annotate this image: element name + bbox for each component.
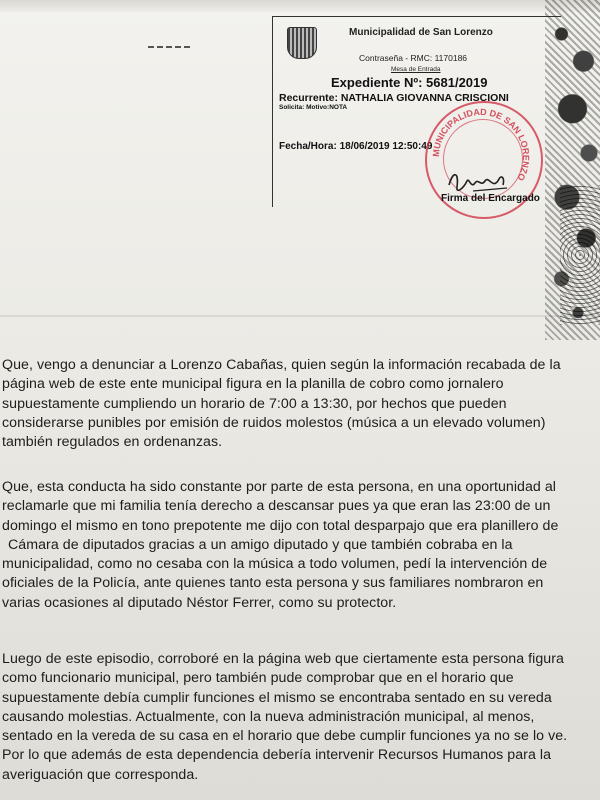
toner-smudge-lower [560,185,600,325]
paragraph-line: municipalidad, como no cesaba con la música a todo volumen, pedí la intervención de [2,556,548,573]
pen-mark [148,46,190,52]
paragraph-line: también regulados en ordenanzas. [2,434,223,451]
paragraph-line: Luego de este episodio, corroboré en la página web que ciertamente esta persona figura [2,651,564,667]
stamp-municipality: Municipalidad de San Lorenzo [349,27,493,38]
paragraph-line: averiguación que corresponda. [2,766,199,783]
stamp-password: Contraseña - RMC: 1170186 [359,53,468,63]
paragraph-line: como funcionario municipal, pero también pude comprobar que en el horario que [2,670,514,687]
paragraph-line: Cámara de diputados gracias a un amigo diputado y que también cobraba en la [8,536,513,553]
paragraph-line: Que, vengo a denunciar a Lorenzo Cabañas, quien según la información recabada de la [2,357,561,373]
page-top-edge [0,0,600,12]
paragraph-line: supuestamente debía cumplir funciones el mismo se encontraba sentado en su vereda [2,689,552,706]
paragraph-line: domingo el mismo en tono prepotente me dijo con total desparpajo que era planillero de [2,517,559,534]
reception-stamp [272,16,561,207]
paragraph-1 [0,356,580,452]
paper-fold [0,315,600,317]
paragraph-line: oficiales de la Policía, ante quienes tanto esta persona y sus familiares nombraron en [2,575,544,592]
stamp-signature-label: Firma del Encargado [441,193,540,204]
paragraph-line: reclamarle que mi familia tenía derecho a descansar pues ya que eran las 23:00 de un [2,498,551,515]
stamp-applicant: Recurrente: NATHALIA GIOVANNA CRISCIONI [279,92,509,104]
paragraph-line: considerarse punibles por emisión de ruidos molestos (música a un elevado volumen) [2,414,546,431]
paragraph-line: página web de este ente municipal figura en la planilla de cobro como jornalero [2,376,504,393]
stamp-desk: Mesa de Entrada [391,66,441,73]
municipal-crest-icon [287,27,317,59]
paragraph-line: causando molestias. Actualmente, con la nueva administración municipal, al menos, [2,708,535,725]
paragraph-2 [0,478,580,613]
stamp-request: Solicita: Motivo:NOTA [279,104,348,111]
stamp-datetime: Fecha/Hora: 18/06/2019 12:50:49 [279,141,433,152]
paragraph-3 [0,650,580,785]
paragraph-line: sentado en la vereda de su casa en el horario que debe cumplir funciones ya no se lo ve. [2,728,568,745]
seal-text: MUNICIPALIDAD DE SAN LORENZO [430,106,532,183]
paragraph-line: supuestamente cumpliendo un horario de 7:00 a 13:30, por hechos que pueden [2,395,507,412]
stamp-file-number: Expediente Nº: 5681/2019 [331,75,488,90]
paragraph-line: Que, esta conducta ha sido constante por parte de esta persona, en una oportunidad al [2,479,557,495]
paragraph-line: varias ocasiones al diputado Néstor Ferrer, como su protector. [2,594,397,611]
paragraph-line: Por lo que además de esta dependencia debería intervenir Recursos Humanos para la [2,747,552,764]
